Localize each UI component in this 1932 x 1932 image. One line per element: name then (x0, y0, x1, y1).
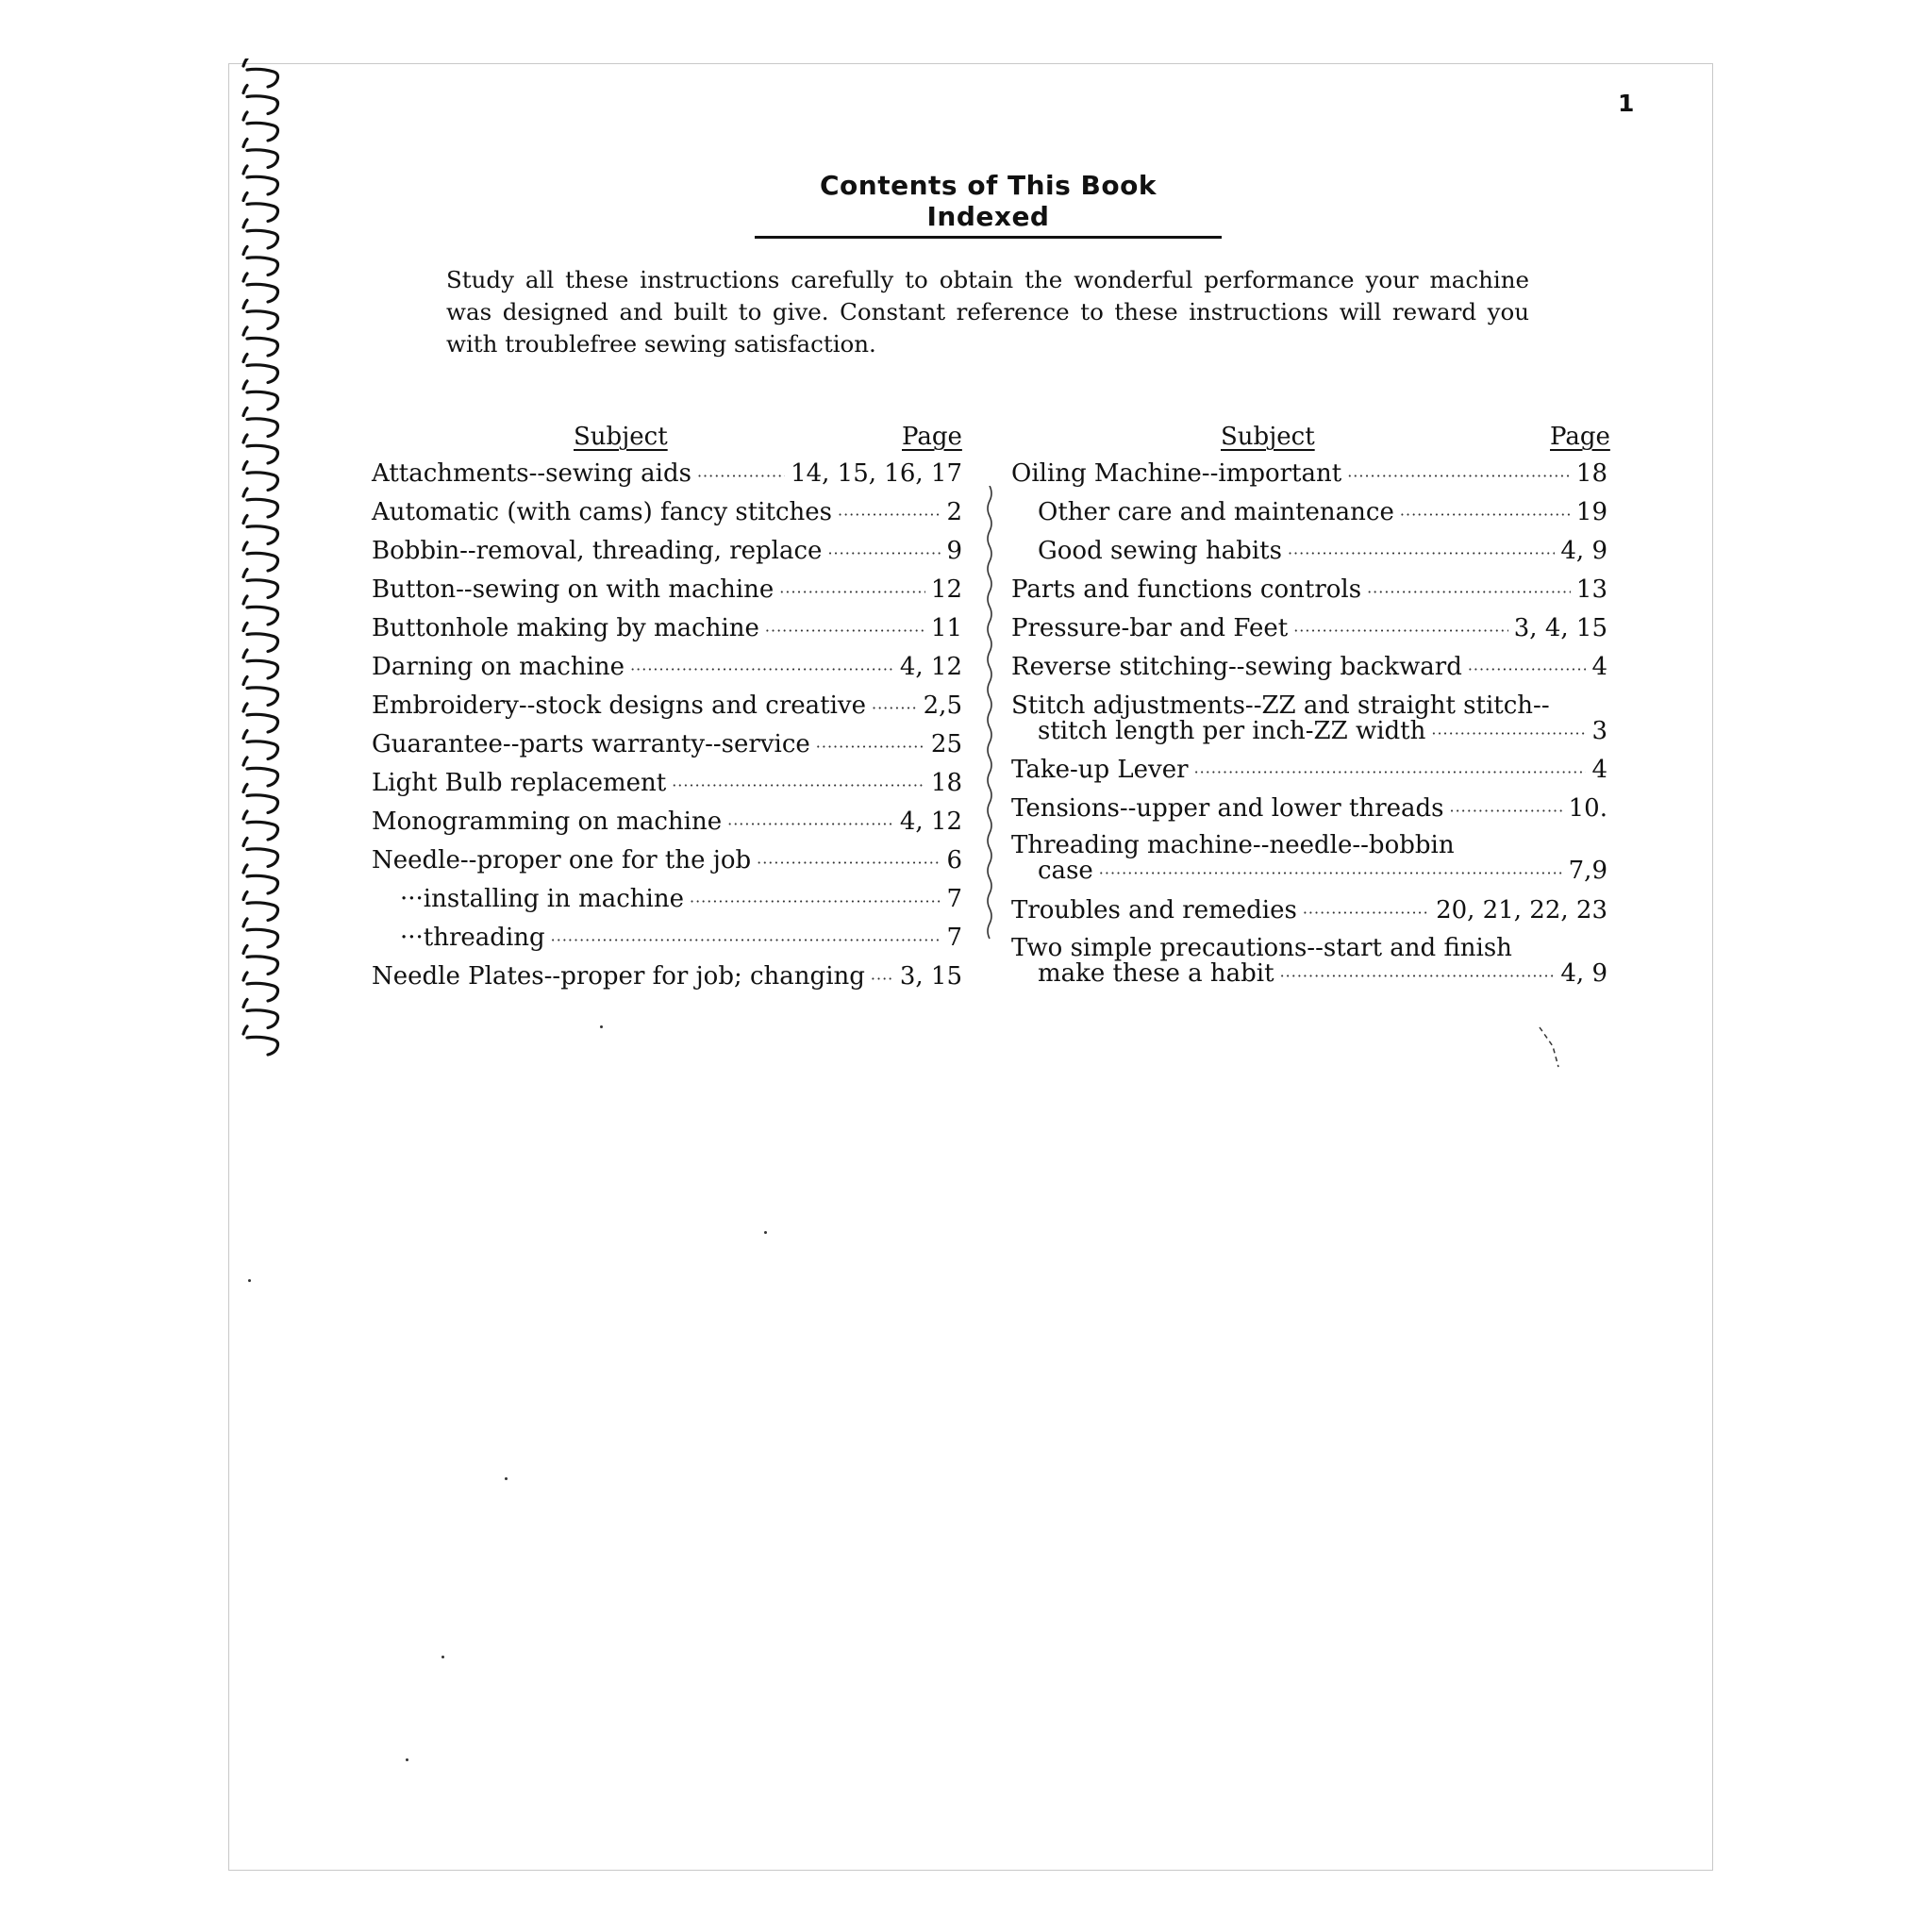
index-entry (400, 885, 962, 916)
entry-page: 14, 15, 16, 17 (791, 459, 962, 488)
entry-subject: make these a habit (1038, 959, 1274, 988)
entry-subject: Parts and functions controls (1011, 575, 1362, 604)
entry-subject: Other care and maintenance (1038, 498, 1394, 526)
binding-coil (243, 865, 278, 893)
scan-speck (764, 1231, 767, 1234)
binding-coil (243, 677, 278, 706)
leader-dots (872, 694, 918, 723)
index-entry (1011, 459, 1607, 491)
leader-dots (1280, 962, 1556, 991)
entry-page: 3 (1591, 717, 1607, 745)
left-subject-header: Subject (574, 423, 668, 451)
leader-dots (697, 462, 785, 491)
page-number: 1 (1618, 90, 1635, 117)
binding-coil (243, 1000, 278, 1028)
binding-coil (243, 624, 278, 652)
entry-subject: Troubles and remedies (1011, 896, 1297, 924)
entry-page: 12 (930, 575, 962, 604)
binding-coil (243, 946, 278, 974)
entry-page: 4 (1591, 653, 1607, 681)
binding-coil (243, 462, 278, 491)
leader-dots (630, 656, 894, 684)
entry-page: 18 (1575, 459, 1607, 488)
binding-coil (243, 301, 278, 329)
entry-subject: Darning on machine (372, 653, 625, 681)
leader-dots (727, 810, 894, 839)
leader-dots (871, 965, 894, 993)
entry-subject: Attachments--sewing aids (372, 459, 691, 488)
entry-subject: Button--sewing on with machine (372, 575, 774, 604)
entry-page: 2 (946, 498, 962, 526)
entry-page: 20, 21, 22, 23 (1436, 896, 1607, 924)
entry-page: 4, 9 (1560, 959, 1607, 988)
binding-coil (243, 327, 278, 356)
leader-dots (1367, 578, 1571, 607)
index-entry (1011, 756, 1607, 787)
binding-coil (243, 489, 278, 517)
binding-coil (243, 408, 278, 437)
entry-subject: Guarantee--parts warranty--service (372, 730, 810, 758)
leader-dots (1099, 859, 1563, 888)
leader-dots (1293, 617, 1508, 645)
index-entry (372, 498, 962, 529)
leader-dots (1288, 540, 1555, 568)
entry-first-line: Two simple precautions--start and finish (1011, 934, 1512, 962)
index-entry (1011, 653, 1607, 684)
index-entry (372, 653, 962, 684)
entry-page: 25 (930, 730, 962, 758)
entry-page: 13 (1575, 575, 1607, 604)
index-entry (1038, 717, 1607, 748)
leader-dots (1194, 758, 1587, 787)
entry-page: 4 (1591, 756, 1607, 784)
entry-subject: case (1038, 857, 1093, 885)
index-entry (1011, 794, 1607, 825)
binding-coil (243, 166, 278, 194)
binding-coil (243, 650, 278, 678)
binding-coil (243, 839, 278, 867)
index-entry (1011, 896, 1607, 927)
scan-speck (248, 1279, 251, 1282)
entry-page: 19 (1575, 498, 1607, 526)
index-entry (1038, 857, 1607, 888)
index-entry (372, 846, 962, 877)
entry-subject: ···threading (400, 924, 545, 952)
leader-dots (690, 888, 941, 916)
leader-dots (827, 540, 941, 568)
binding-coil (243, 758, 278, 786)
binding-coil (243, 86, 278, 114)
binding-coil (243, 355, 278, 383)
index-entry (400, 924, 962, 955)
leader-dots (672, 772, 925, 800)
entry-subject: Bobbin--removal, threading, replace (372, 537, 823, 565)
entry-page: 2,5 (923, 691, 962, 720)
scan-speck (600, 1025, 603, 1028)
index-entry (372, 614, 962, 645)
index-entry (1011, 575, 1607, 607)
left-page-header: Page (902, 423, 962, 451)
binding-coil (243, 247, 278, 275)
index-entry (372, 459, 962, 491)
index-entry (1038, 537, 1607, 568)
binding-coil (243, 112, 278, 141)
entry-subject: Reverse stitching--sewing backward (1011, 653, 1462, 681)
binding-coil (243, 973, 278, 1001)
index-entry (372, 575, 962, 607)
entry-page: 7 (946, 885, 962, 913)
leader-dots (1400, 501, 1571, 529)
scan-speck (505, 1477, 508, 1480)
entry-subject: Pressure-bar and Feet (1011, 614, 1289, 642)
leader-dots (757, 849, 941, 877)
entry-page: 3, 4, 15 (1513, 614, 1607, 642)
entry-subject: Tensions--upper and lower threads (1011, 794, 1444, 823)
entry-page: 10. (1568, 794, 1607, 823)
leader-dots (1468, 656, 1587, 684)
index-entry (1038, 959, 1607, 991)
binding-coil (243, 220, 278, 248)
binding-coil (243, 596, 278, 625)
index-entry (372, 769, 962, 800)
entry-page: 11 (930, 614, 962, 642)
entry-subject: Needle--proper one for the job (372, 846, 752, 874)
binding-coil (243, 435, 278, 463)
leader-dots (551, 926, 941, 955)
entry-page: 4, 9 (1560, 537, 1607, 565)
entry-subject: Monogramming on machine (372, 808, 723, 836)
entry-page: 7,9 (1568, 857, 1607, 885)
entry-page: 7 (946, 924, 962, 952)
index-entry (372, 808, 962, 839)
binding-coil (243, 542, 278, 571)
scan-mark (1536, 1024, 1564, 1071)
leader-dots (1303, 899, 1430, 927)
entry-subject: Needle Plates--proper for job; changing (372, 962, 865, 991)
binding-coil (243, 1026, 278, 1055)
page-title: Contents of This Book Indexed (755, 170, 1222, 239)
binding-coil (243, 516, 278, 544)
entry-page: 6 (946, 846, 962, 874)
binding-coil (243, 570, 278, 598)
index-entry (372, 730, 962, 761)
entry-subject: ···installing in machine (400, 885, 684, 913)
index-entry (1038, 498, 1607, 529)
leader-dots (1347, 462, 1571, 491)
entry-subject: Embroidery--stock designs and creative (372, 691, 866, 720)
entry-page: 9 (946, 537, 962, 565)
right-page-header: Page (1550, 423, 1610, 451)
entry-page: 18 (930, 769, 962, 797)
binding-coil (243, 58, 278, 87)
leader-dots (765, 617, 925, 645)
entry-subject: Light Bulb replacement (372, 769, 667, 797)
index-entry (372, 962, 962, 993)
binding-coil (243, 785, 278, 813)
binding-coil (243, 274, 278, 302)
binding-coil (243, 811, 278, 840)
intro-paragraph: Study all these instructions carefully to obtain the wonderful performance your machine was designed and built to give. Constant reference to these instructions will reward you with troublefree sewing satisfaction. (446, 266, 1529, 358)
leader-dots (838, 501, 941, 529)
entry-first-line: Threading machine--needle--bobbin (1011, 831, 1455, 859)
entry-subject: Oiling Machine--important (1011, 459, 1342, 488)
binding-coil (243, 731, 278, 759)
leader-dots (1450, 797, 1563, 825)
binding-coil (243, 892, 278, 921)
column-divider (983, 486, 996, 948)
binding-coil (243, 193, 278, 222)
leader-dots (779, 578, 925, 607)
right-subject-header: Subject (1221, 423, 1315, 451)
entry-page: 4, 12 (899, 653, 962, 681)
entry-subject: Buttonhole making by machine (372, 614, 759, 642)
entry-subject: Good sewing habits (1038, 537, 1282, 565)
binding-coil (243, 381, 278, 409)
leader-dots (816, 733, 925, 761)
leader-dots (1431, 720, 1586, 748)
index-entry (372, 691, 962, 723)
entry-page: 3, 15 (899, 962, 962, 991)
scan-speck (441, 1656, 444, 1658)
index-entry (372, 537, 962, 568)
index-entry (1011, 614, 1607, 645)
binding-coil (243, 140, 278, 168)
binding-coil (243, 704, 278, 732)
entry-first-line: Stitch adjustments--ZZ and straight stitch-- (1011, 691, 1550, 720)
binding-coil (243, 919, 278, 947)
scan-speck (406, 1758, 408, 1761)
entry-subject: Take-up Lever (1011, 756, 1189, 784)
entry-page: 4, 12 (899, 808, 962, 836)
entry-subject: Automatic (with cams) fancy stitches (372, 498, 832, 526)
entry-subject: stitch length per inch-ZZ width (1038, 717, 1426, 745)
spiral-binding (236, 58, 292, 1087)
